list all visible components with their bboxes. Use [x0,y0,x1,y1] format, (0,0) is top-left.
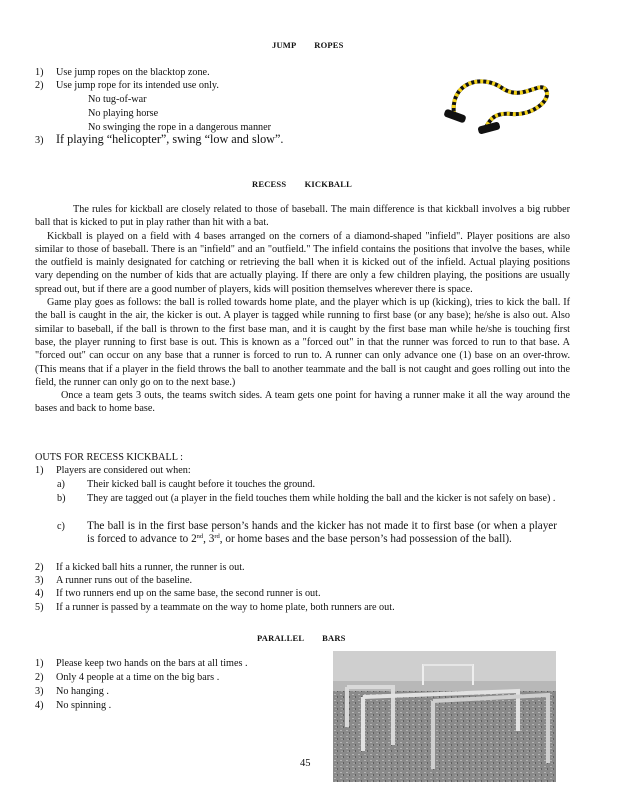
parallel-bars-heading: PARALLEL BARS [257,633,346,643]
text-part: , 3 [203,533,215,546]
jump-rope-image [442,72,554,142]
superscript: nd [196,533,204,541]
jump-ropes-heading: JUMP ROPES [272,40,344,50]
item-text: Please keep two hands on the bars at all times . [56,658,248,669]
item-text: If a kicked ball hits a runner, the runner is out. [56,562,245,573]
item-text: No spinning . [56,700,112,711]
item-text [87,520,557,547]
jump-ropes-subitem-3: No swinging the rope in a dangerous manner [88,122,272,133]
item-number: 3) [35,686,44,697]
item-letter: a) [57,479,65,490]
item-text: They are tagged out (a player in the field touches them while holding the ball and the kicker is not safely on base) . [87,493,556,504]
item-number: 4) [35,588,44,599]
parallel-bars-image [333,651,556,782]
page-number: 45 [300,758,311,769]
outs-item-3 [35,574,192,587]
parallel-bars-item-4 [35,699,325,712]
kickball-paragraph: Game play goes as follows: the ball is rolled towards home plate, and the player which is up (kicking), tries to kick the ball. If the ball is caught in the air, the kicker is out. A player is tagged while running to first base (or any base); he/she is also out. Also similar to baseball, if the ball is thrown to the first base man, and it is caught by the first base man while he/she is touching first base, the player running to first base is out. This is known as a "forced out" in that the runner was forced to run to that base. A "forced out" can occur on any base that a runner is forced to run to. A runner can only advance one (1) base on an over-throw. (This means that if a player in the field throws the ball to another teammate and the ball is not caught and goes rolling out into the field, the runner can only go on to the next base.) [35,297,570,388]
outs-item-4 [35,587,321,600]
item-number: 5) [35,602,44,613]
parallel-bars-item-3 [35,685,325,698]
parallel-bars-item-2 [35,671,325,684]
text-part: The ball is in the first base person’s hands and the kicker has not made it to first base (or when a player is forced to advance to 2 [87,520,557,546]
text-part: , or home bases and the base person’s had possession of the ball). [219,533,512,546]
item-text: Use jump rope for its intended use only. [56,80,219,91]
item-number: 3) [35,135,44,146]
item-text: If two runners end up on the same base, the second runner is out. [56,588,321,599]
kickball-heading: RECESS KICKBALL [252,179,353,189]
superscript: rd [214,533,220,541]
item-number: 2) [35,80,44,91]
item-text: Only 4 people at a time on the big bars . [56,672,220,683]
kickball-rules [35,203,570,416]
item-text: If playing “helicopter”, swing “low and slow”. [56,132,284,146]
parallel-bars-photo [333,651,556,782]
item-number: 2) [35,562,44,573]
kickball-paragraph: The rules for kickball are closely related to those of baseball. The main difference is that kickball involves a big rubber ball that is kicked to put in play rather than hit with a bat. [35,204,570,229]
outs-item-5 [35,601,395,614]
item-number: 1) [35,658,44,669]
item-text: A runner runs out of the baseline. [56,575,193,586]
item-text: Use jump ropes on the blacktop zone. [56,67,210,78]
item-text: Their kicked ball is caught before it touches the ground. [87,479,316,490]
outs-heading: OUTS FOR RECESS KICKBALL : [35,452,183,463]
item-number: 2) [35,672,44,683]
jump-ropes-subitem-1: No tug-of-war [88,94,147,105]
item-text: If a runner is passed by a teammate on the way to home plate, both runners are out. [56,602,395,613]
item-letter: b) [57,493,66,504]
kickball-paragraph: Kickball is played on a field with 4 bases arranged on the corners of a diamond-shaped "infield". Player positions are also similar to those of baseball. There is an "infield" and an "outfield." The infield contains the positions that involve the bases, while the outfield is mainly designated for catching or retrieving the ball when it is kicked out of the infield. Actual playing positions vary depending on the number of kids that are actually playing. If there are only a few children playing, the positions are usually spread out, but if there are a good number of players, kids will position themselves wherever there is space. [35,230,570,295]
item-number: 1) [35,465,44,476]
item-text: Players are considered out when: [56,465,191,476]
outs-item-1 [35,464,191,477]
item-letter: c) [57,521,65,532]
outs-item-2 [35,561,245,574]
item-number: 1) [35,67,44,78]
parallel-bars-item-1 [35,657,325,670]
jump-ropes-subitem-2: No playing horse [88,108,159,119]
item-text: No hanging . [56,686,109,697]
item-number: 4) [35,700,44,711]
kickball-paragraph: Once a team gets 3 outs, the teams switch sides. A team gets one point for having a runner make it all the way around the bases and back to home base. [35,390,570,415]
outs-section [35,451,570,616]
item-number: 3) [35,575,44,586]
